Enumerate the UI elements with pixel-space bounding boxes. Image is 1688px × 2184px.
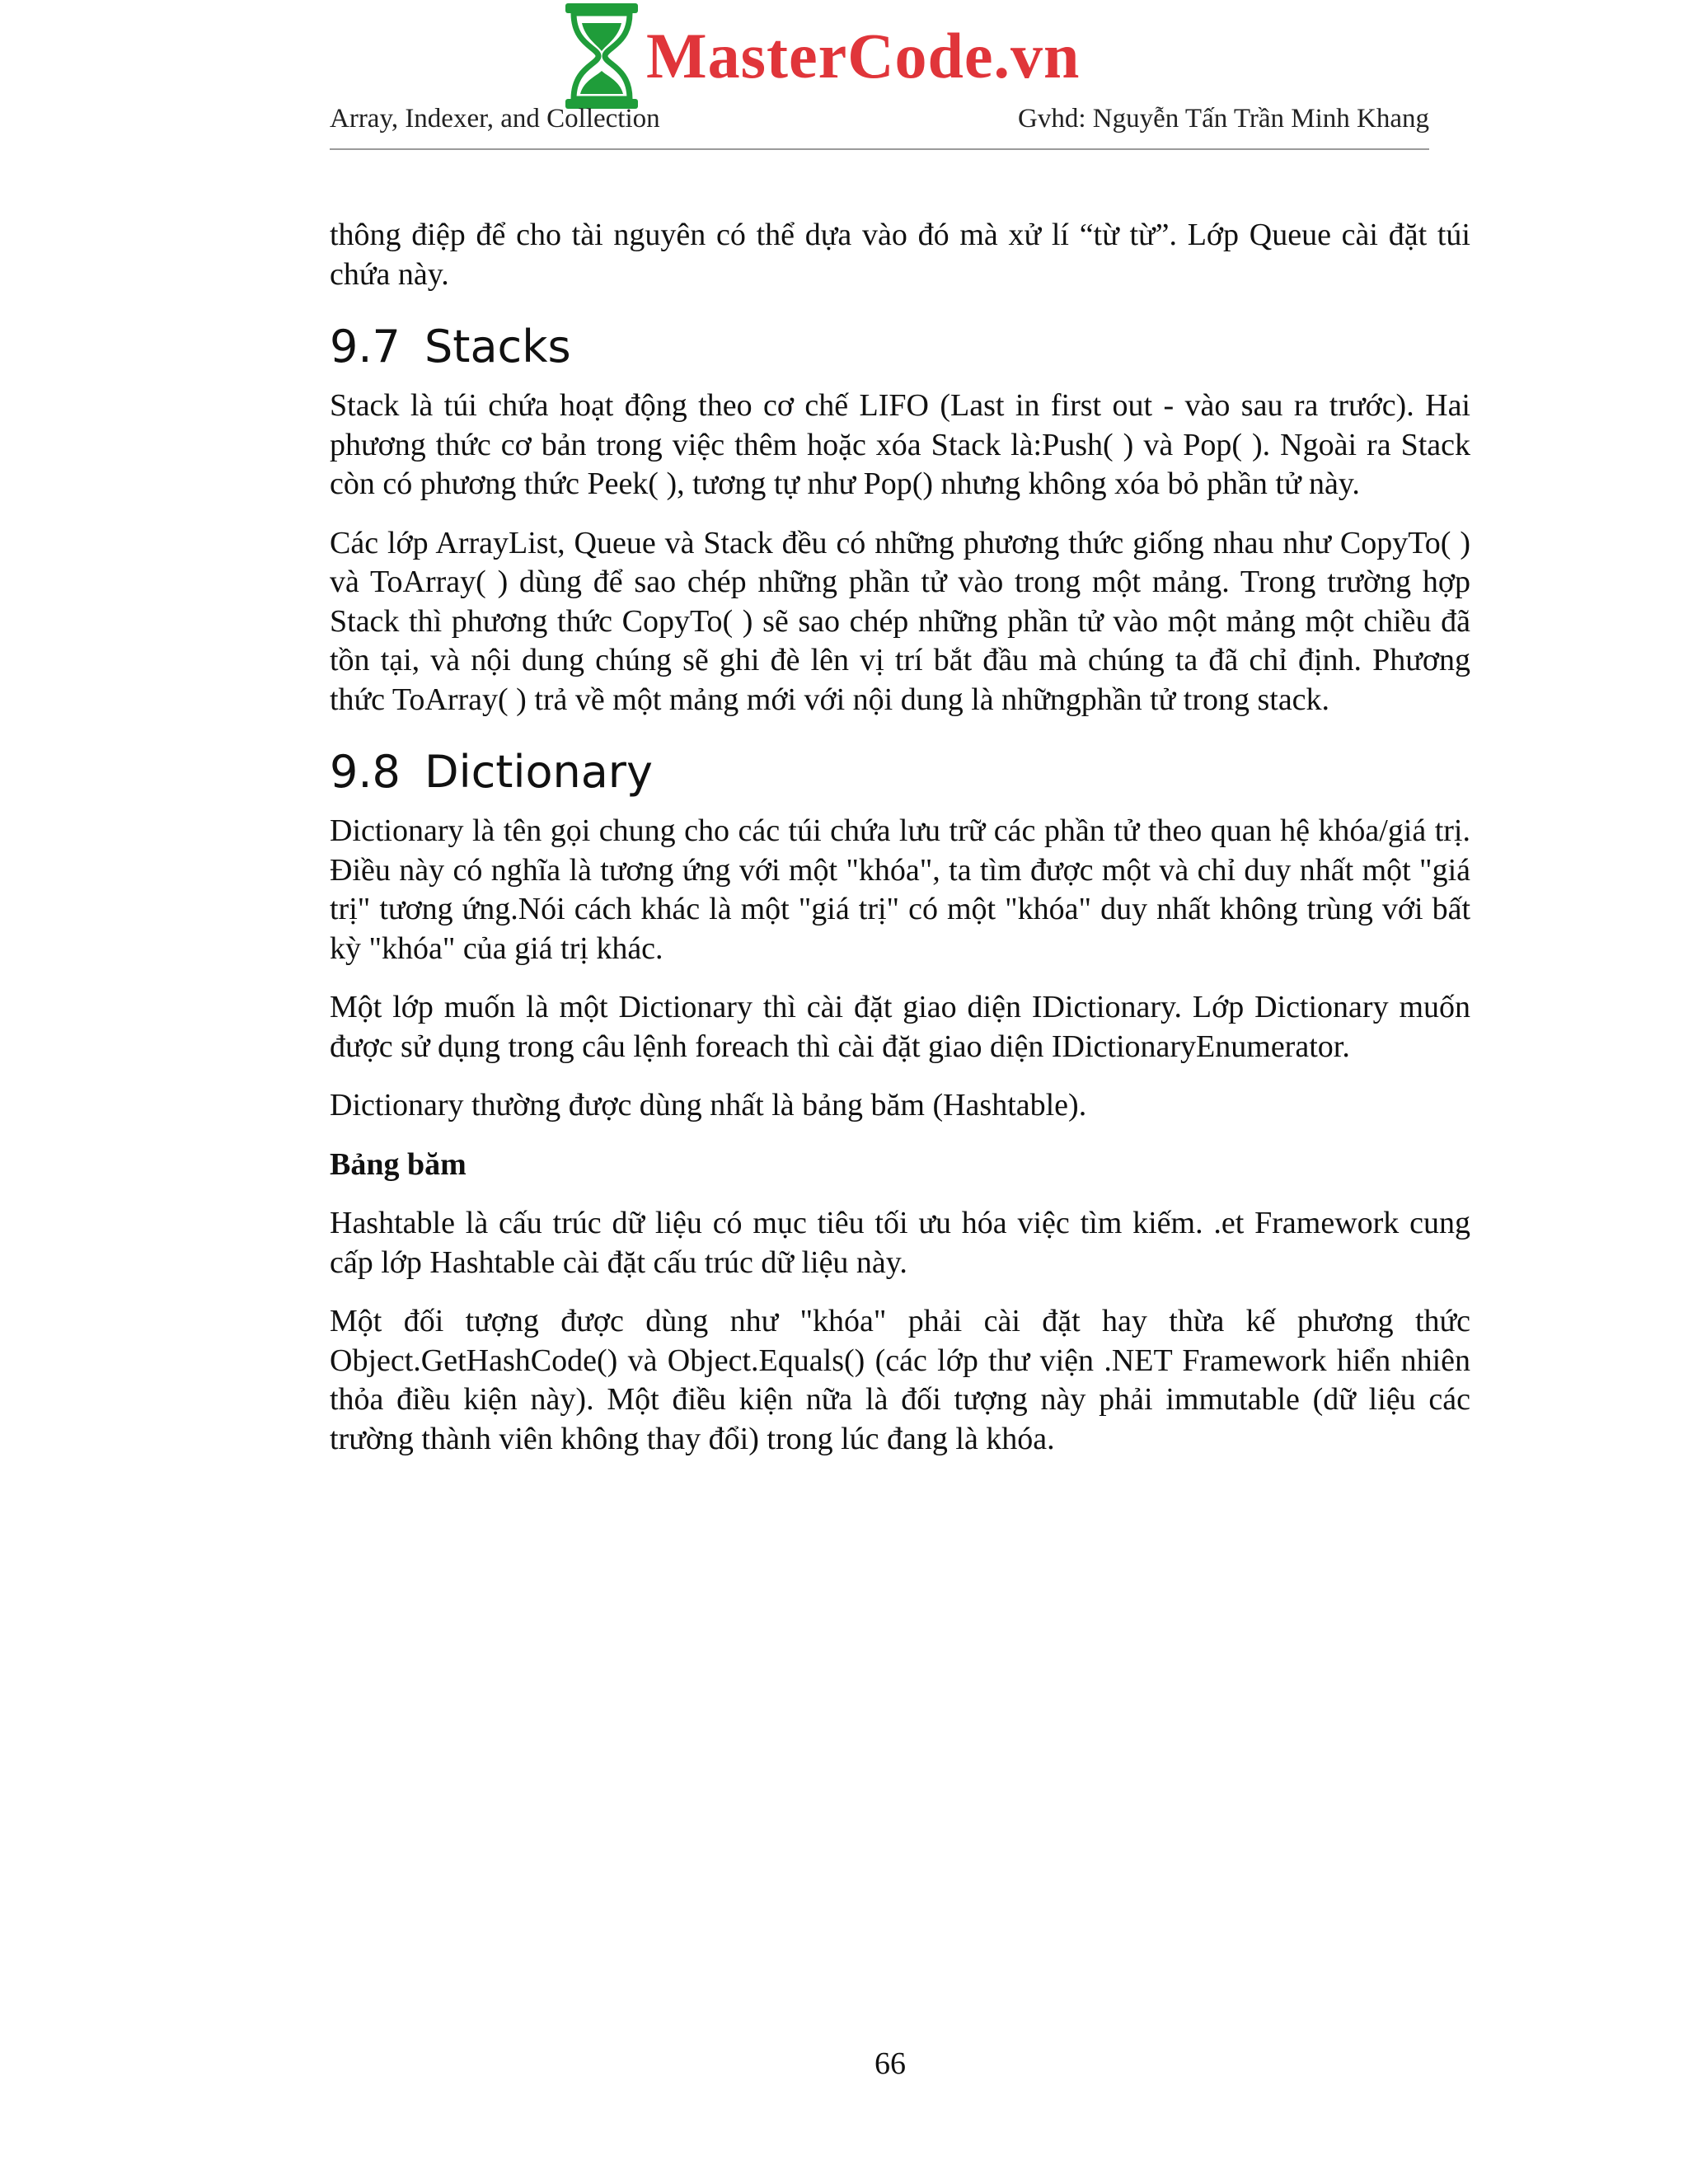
paragraph-dictionary-1: Dictionary là tên gọi chung cho các túi chứa lưu trữ các phần tử theo quan hệ khóa/giá trị. Điều này có nghĩa là tương ứng với một "khóa", ta tìm được một và chỉ duy nhất một "giá trị" tương ứng.Nói cách khác là một "giá trị" có một "khóa" duy nhất không trùng với bất kỳ "khóa" của giá trị khác. [330, 813, 1470, 966]
paragraph-hashtable-1: Hashtable là cấu trúc dữ liệu có mục tiêu tối ưu hóa việc tìm kiếm. .et Framework cung cấp lớp Hashtable cài đặt cấu trúc dữ liệu này. [330, 1206, 1470, 1280]
section-number: 9.7 [330, 321, 401, 373]
paragraph-intro: thông điệp để cho tài nguyên có thể dựa vào đó mà xử lí “từ từ”. Lớp Queue cài đặt túi chứa này. [330, 218, 1470, 292]
section-number: 9.8 [330, 746, 401, 798]
section-title: Stacks [424, 321, 571, 373]
header-divider [330, 148, 1429, 150]
header-left-title: Array, Indexer, and Collection [330, 104, 660, 134]
page-content [330, 216, 1470, 1479]
paragraph-stack-2: Các lớp ArrayList, Queue và Stack đều có những phương thức giống nhau như CopyTo( ) và ToArray( ) dùng để sao chép những phần tử vào trong một mảng. Trong trường hợp Stack thì phương thức CopyTo( ) sẽ sao chép những phần tử vào một mảng một chiều đã tồn tại, và nội dung chúng sẽ ghi đè lên vị trí bắt đầu mà chúng ta đã chỉ định. Phương thức ToArray( ) trả về một mảng mới với nội dung là nhữngphần tử trong stack. [330, 525, 1470, 717]
page-number: 66 [874, 2046, 906, 2081]
subheading-hashtable: Bảng băm [330, 1146, 467, 1182]
paragraph-hashtable-2: Một đối tượng được dùng như "khóa" phải cài đặt hay thừa kế phương thức Object.GetHashCode() và Object.Equals() (các lớp thư viện .NET Framework hiển nhiên thỏa điều kiện này). Một điều kiện nữa là đối tượng này phải immutable (dữ liệu các trường thành viên không thay đổi) trong lúc đang là khóa. [330, 1304, 1470, 1456]
paragraph-stack-1: Stack là túi chứa hoạt động theo cơ chế LIFO (Last in first out - vào sau ra trước). Hai phương thức cơ bản trong việc thêm hoặc xóa Stack là:Push( ) và Pop( ). Ngoài ra Stack còn có phương thức Peek( ), tương tự như Pop() nhưng không xóa bỏ phần tử này. [330, 388, 1470, 501]
header-right-instructor: Gvhd: Nguyễn Tấn Trần Minh Khang [1018, 104, 1429, 134]
section-title: Dictionary [424, 746, 653, 798]
logo [560, 0, 1080, 111]
paragraph-dictionary-2: Một lớp muốn là một Dictionary thì cài đặt giao diện IDictionary. Lớp Dictionary muốn được sử dụng trong câu lệnh foreach thì cài đặt giao diện IDictionaryEnumerator. [330, 990, 1470, 1064]
hourglass-icon [560, 2, 643, 110]
section-heading-dictionary [330, 739, 1470, 805]
section-heading-stacks [330, 314, 1470, 380]
logo-text: MasterCode.vn [646, 19, 1081, 91]
running-header [330, 104, 1429, 134]
paragraph-dictionary-3: Dictionary thường được dùng nhất là bảng băm (Hashtable). [330, 1088, 1087, 1122]
